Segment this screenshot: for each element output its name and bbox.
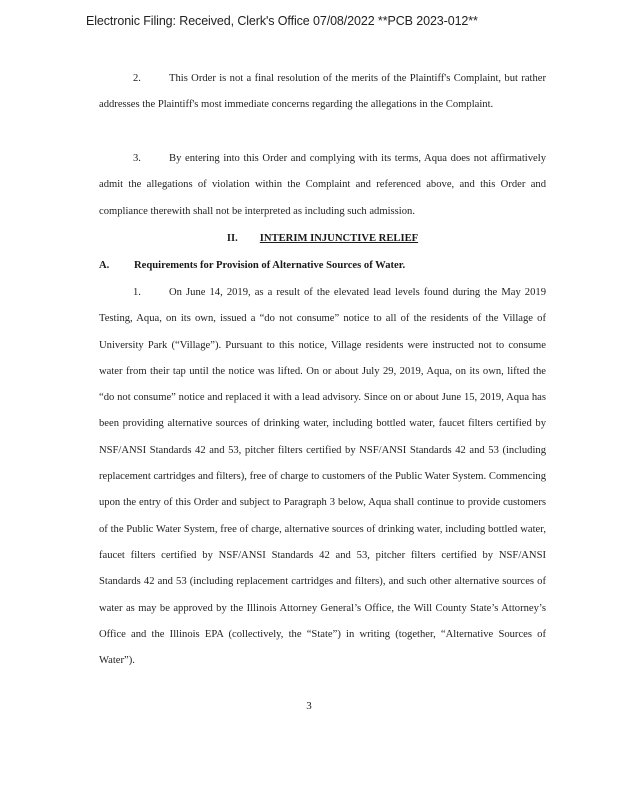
paragraph-text: By entering into this Order and complying with its terms, Aqua does not affirmatively admit the allegations of violation within the Complaint and referenced above, and this Order and compliance therewith shall not be interpreted as including such admission. [99,153,546,217]
subsection-letter: A. [99,260,110,271]
paragraph-text: This Order is not a final resolution of the merits of the Plaintiff's Complaint, but rather addresses the Plaintiff's most immediate concerns regarding the allegations in the Complaint. [99,73,546,111]
paragraph-number: 2. [133,73,141,84]
paragraph-number: 3. [133,153,141,164]
page-number: 3 [306,700,312,712]
section-heading [99,226,546,252]
paragraph-3 [99,146,546,225]
paragraph-2 [99,66,546,119]
section-numeral: II. [226,233,238,244]
section-paragraph-1 [99,280,546,674]
subsection-title: Requirements for Provision of Alternative Sources of Water. [134,260,406,271]
filing-stamp-header: Electronic Filing: Received, Clerk's Office 07/08/2022 **PCB 2023-012** [86,14,478,28]
subsection-heading [99,253,546,279]
section-title: INTERIM INJUNCTIVE RELIEF [259,233,419,244]
paragraph-number: 1. [133,287,141,298]
paragraph-text: On June 14, 2019, as a result of the elevated lead levels found during the May 2019 Testing, Aqua, on its own, issued a “do not consume” notice to all of the residents of the Village of University Park (“Village”). Pursuant to this notice, Village residents were instructed not to consume water from their tap until the notice was lifted. On or about July 29, 2019, Aqua, on its own, lifted the “do not consume” notice and replaced it with a lead advisory. Since on or about June 15, 2019, Aqua has been providing alternative sources of drinking water, including bottled water, faucet filters certified by NSF/ANSI Standards 42 and 53, pitcher filters certified by NSF/ANSI Standards 42 and 53 (including replacement cartridges and filters), free of charge to customers of the Public Water System. Commencing upon the entry of this Order and subject to Paragraph 3 below, Aqua shall continue to provide customers of the Public Water System, free of charge, alternative sources of drinking water, including bottled water, faucet filters certified by NSF/ANSI Standards 42 and 53, pitcher filters certified by NSF/ANSI Standards 42 and 53 (including replacement cartridges and filters), and such other alternative sources of water as may be approved by the Illinois Attorney General’s Office, the Will County State’s Attorney’s Office and the Illinois EPA (collectively, the “State”) in writing (together, “Alternative Sources of Water”). [99,287,546,667]
